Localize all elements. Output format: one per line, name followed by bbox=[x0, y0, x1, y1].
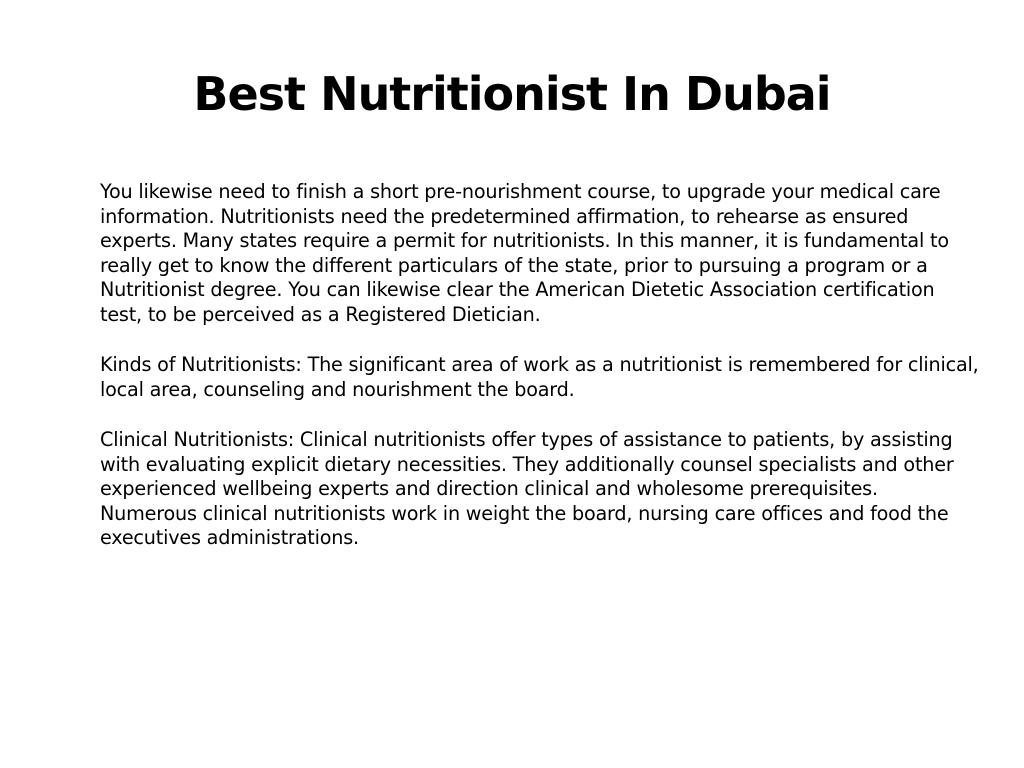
slide-title: Best Nutritionist In Dubai bbox=[193, 67, 831, 121]
paragraph-kinds: Kinds of Nutritionists: The significant area of work as a nutritionist is remembered for clinical, local area, counseling and nourishment the board. bbox=[100, 353, 979, 401]
paragraph-education: You likewise need to finish a short pre-nourishment course, to upgrade your medical care information. Nutritionists need the predetermined affirmation, to rehearse as ensured experts. Many states require a permit for nutritionists. In this manner, it is fundamental to really get to know the different particulars of the state, prior to pursuing a program or a Nutritionist degree. You can likewise clear the American Dietetic Association certification test, to be perceived as a Registered Dietician. bbox=[100, 180, 949, 326]
slide-body bbox=[100, 180, 980, 577]
paragraph-clinical: Clinical Nutritionists: Clinical nutritionists offer types of assistance to patients, by assisting with evaluating explicit dietary necessities. They additionally counsel specialists and other experienced wellbeing experts and direction clinical and wholesome prerequisites. Numerous clinical nutritionists work in weight the board, nursing care offices and food the executives administrations. bbox=[100, 428, 954, 549]
